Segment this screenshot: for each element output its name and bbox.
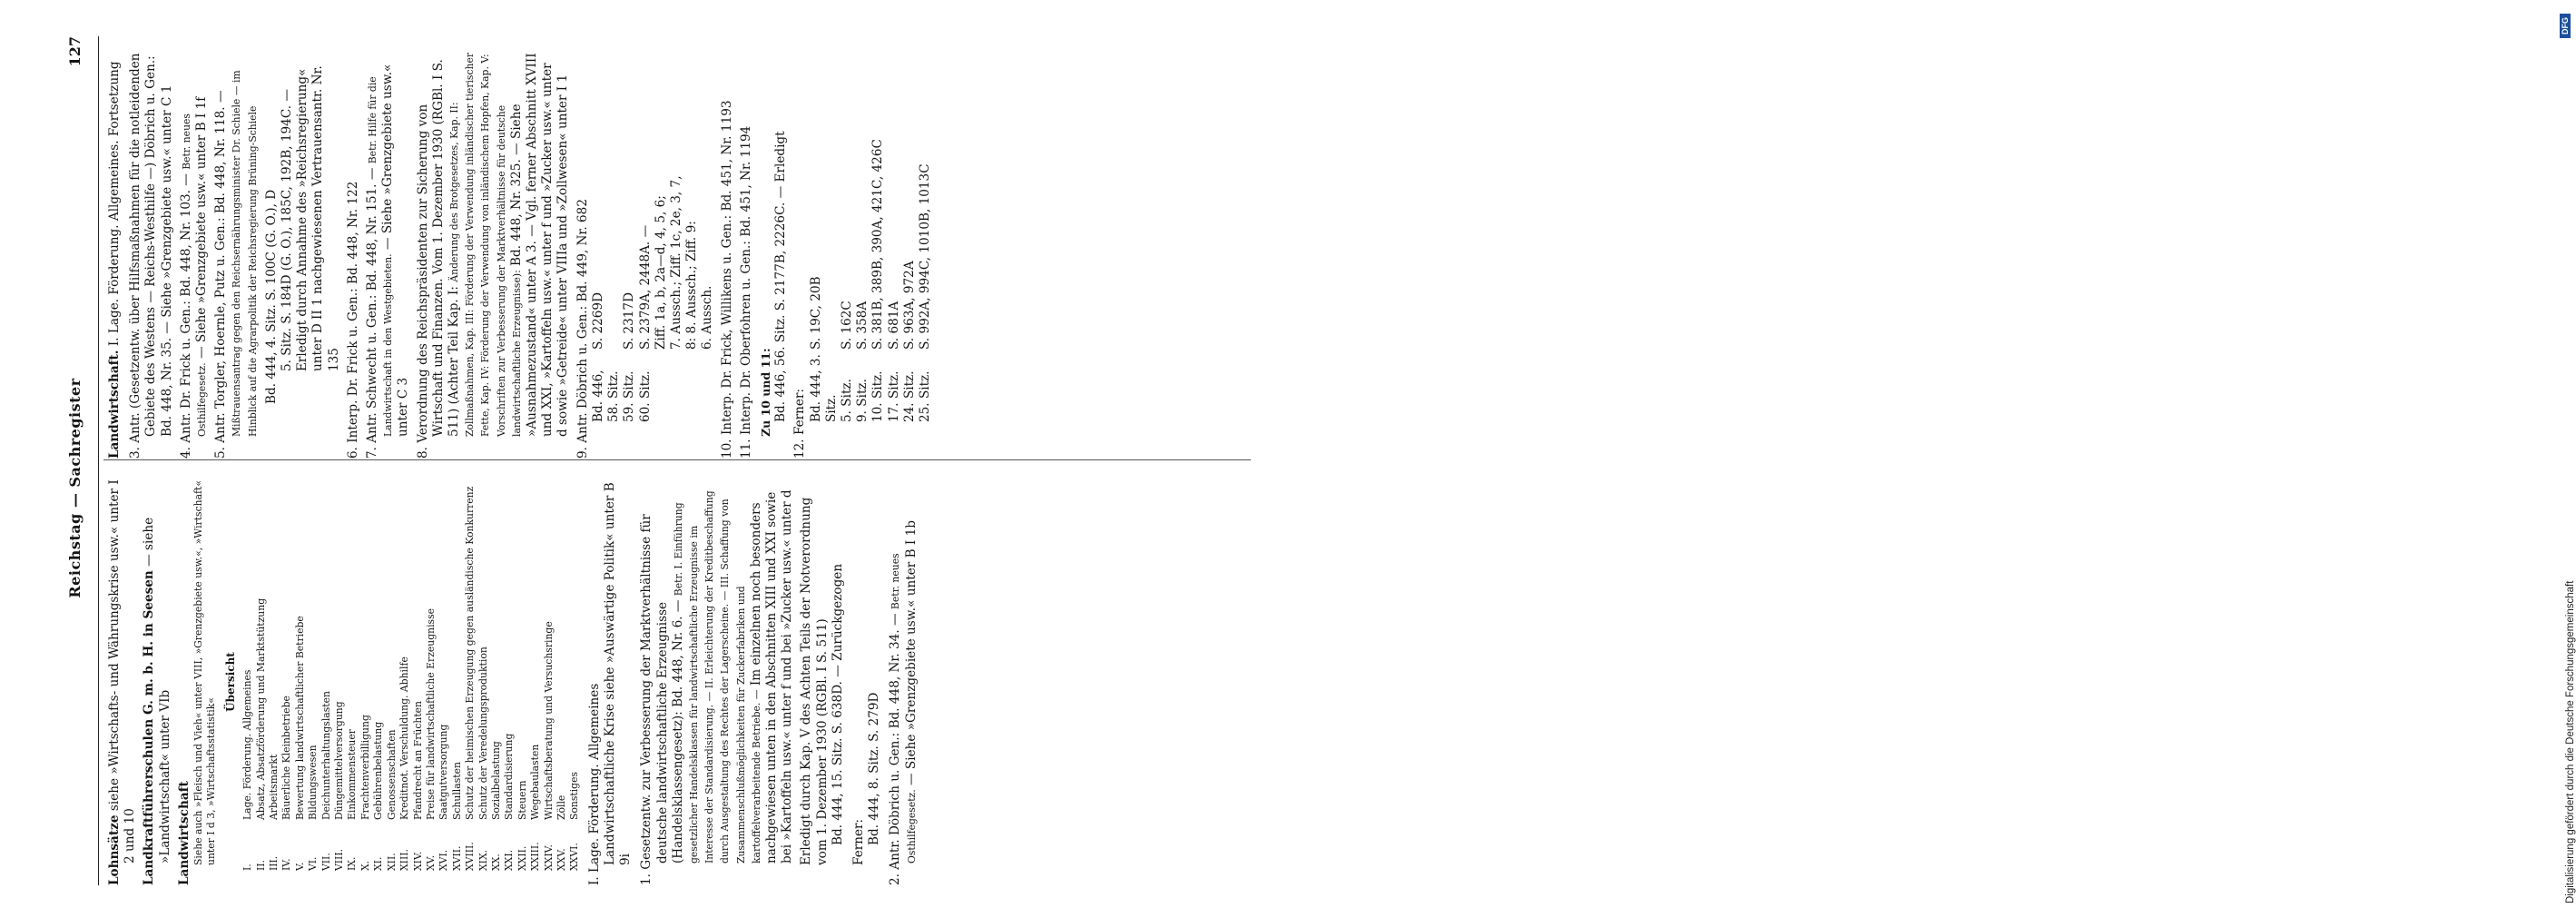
overview-item-title: Einkommensteuer: [346, 729, 359, 820]
overview-item-number: XXV.: [555, 848, 567, 871]
entry-keyword: Lohnsätze: [107, 814, 122, 885]
item-text: 2. Antr. Döbrich u. Gen.: Bd. 448, Nr. 34. —: [888, 613, 903, 885]
overview-item-title: Schullasten: [450, 762, 463, 820]
reference-session: 10. Sitz.: [870, 370, 886, 422]
running-title: Reichstag — Sachregister: [66, 378, 84, 598]
overview-item-title: Sozialbelastung: [489, 741, 502, 820]
item-text-tail: — Siehe »Grenzgebiete usw.« unter C 3: [380, 64, 411, 437]
entry-landwirtschaft: [177, 479, 218, 885]
overview-item-number: X.: [359, 860, 371, 871]
reference-session: [654, 350, 669, 422]
item-5: [213, 52, 261, 459]
item-9: 9. Antr. Döbrich u. Gen.: Bd. 449, Nr. 682: [575, 199, 590, 459]
item-3: 3. Antr. (Gesetzentw. über Hilfsmaßnahmen für die notleidenden Gebiete des Westens — Reichs-Westhilfe —) Döbrich u. Gen.: Bd. 448, Nr. 35. — Siehe »Grenzgebiete usw.« unter C 1: [128, 53, 174, 459]
reference-pages: S. 992A, 994C, 1010B, 1013C: [917, 163, 932, 350]
entry-text: I. Lage. Förderung. Allgemeines. Fortsetzung: [107, 61, 122, 347]
header-rule: [98, 36, 99, 885]
item-11: 11. Interp. Dr. Oberfohren u. Gen.: Bd. 451, Nr. 1194: [738, 125, 753, 459]
entry-keyword: Landwirtschaft.: [107, 350, 122, 459]
reference-pages: S. 963A, 972A: [901, 261, 917, 350]
item-1-reference: Bd. 444, 15. Sitz. S. 638D. — Zurückgezogen: [830, 563, 845, 845]
digitization-note: Digitalisierung gefördert durch die Deutsche Forschungsgemeinschaft: [2565, 580, 2576, 903]
item-10: 10. Interp. Dr. Frick, Willikens u. Gen.: Bd. 451, Nr. 1193: [719, 100, 734, 459]
column-divider: [103, 460, 1251, 461]
reference-pages: S. 19C, 20B: [808, 276, 823, 350]
overview-item-number: XXVI.: [568, 843, 581, 871]
overview-item-number: XV.: [424, 854, 437, 871]
overview-item-title: Gebührenbelastung: [372, 721, 385, 820]
overview-item-title: Saatgutversorgung: [438, 724, 450, 820]
entry-landkraftfuehrerschulen: [142, 479, 172, 885]
ferner-reference: Bd. 444, 8. Sitz. S. 279D: [867, 692, 882, 845]
overview-item-title: Schutz der heimischen Erzeugung gegen ausländische Konkurrenz: [464, 486, 477, 820]
reference-pages: 7. Aussch.; Ziff. 1c, 2e, 3, 7,: [668, 175, 683, 350]
item-12: 12. Ferner:: [792, 388, 808, 459]
overview-item-number: XX.: [489, 854, 502, 871]
dfg-logo: DFG: [2560, 14, 2571, 38]
overview-item-number: VII.: [320, 853, 332, 871]
overview-item-title: Steuern: [516, 780, 528, 820]
reference-pages: Ziff. 1a, b, 2a—d, 4, 5, 6;: [653, 195, 668, 350]
reference-pages: S. 162C: [839, 301, 854, 350]
zu-10-11-label: Zu 10 und 11:: [758, 348, 772, 437]
reference-session: [669, 350, 684, 422]
overview-item-number: XIX.: [477, 849, 489, 871]
reference-pages: S. 2269D: [590, 292, 605, 350]
entry-text: siehe »Wirtschafts- und Währungskrise usw.« unter I 2 und 10: [107, 479, 138, 864]
overview-item-number: IX.: [346, 856, 359, 871]
overview-item-title: Wegebaulasten: [529, 744, 542, 820]
overview-item-number: XII.: [385, 853, 398, 871]
entry-text: — siehe »Landwirtschaft« unter VIb: [142, 517, 172, 864]
overview-item-number: XI.: [372, 856, 385, 871]
overview-item-number: IV.: [280, 858, 293, 871]
entry-keyword: Landwirtschaft: [176, 781, 192, 885]
item-1-erledigt: Erledigt durch Kap. V des Achten Teils der Notverordnung vom 1. Dezember 1930 (RGBl. I S. 511): [799, 497, 830, 865]
overview-item-number: XIV.: [411, 851, 424, 871]
item-text: 8. Verordnung des Reichspräsidenten zur Sicherung von Wirtschaft und Finanzen. Vom 1. Dezember 1930 (RGBl. I S. 511) (Achter Teil Kap. I:: [415, 59, 462, 459]
item-text: 4. Antr. Dr. Frick u. Gen.: Bd. 448, Nr. 103. —: [178, 173, 193, 459]
item-text-tail: Im einzelnen noch besonders nachgewiesen unten in den Abschnitten XIII und XXI sowie bei »Kartoffeln usw.« unter f und bei »Zucker usw.« unter d: [748, 489, 795, 864]
overview-item-title: Schutz der Veredelungsproduktion: [477, 646, 489, 820]
overview-item-number: III.: [268, 855, 280, 871]
reference-session: [700, 350, 715, 422]
reference-session: Bd. 444, 3. Sitz.: [808, 354, 839, 422]
reference-session: 17. Sitz.: [886, 370, 901, 422]
overview-item-title: Bildungswesen: [307, 745, 320, 820]
page-header: [67, 36, 94, 885]
reference-session: 9. Sitz.: [855, 379, 870, 422]
reference-session: 59. Sitz.: [622, 370, 637, 422]
overview-item-title: Absatz, Absatzförderung und Marktstützung: [254, 597, 267, 820]
entry-lohnsaetze: [107, 479, 138, 885]
item-text: 1. Gesetzentw. zur Verbesserung der Marktverhältnisse für deutsche landwirtschaftliche Erzeugnisse (Handelsklassengesetz): Bd. 448, Nr. 6. —: [639, 514, 685, 885]
item-note: Betr. neues Osthilfegesetz.: [890, 553, 918, 864]
overview-item-title: Frachtenverbilligung: [359, 715, 371, 820]
item-5-ref-1: Bd. 444, 4. Sitz. S. 100C (G. O.), D: [263, 189, 279, 404]
overview-item-number: XXII.: [516, 845, 528, 871]
item-note: Mißtrauensantrag gegen den Reichsernährungsminister Dr. Schiele — im Hinblick auf die Agrarpolitik der Reichsregierung Brüning-Schiele: [231, 70, 259, 437]
item-2: [888, 479, 919, 885]
item-5-ref-2: 5. Sitz. S. 184D (G. O.), 185C, 192B, 194C. — Erledigt durch Annahme des »Reichsregierung« unter D II 1 nachgewiesenen Vertrauensantr. Nr. 135: [280, 65, 341, 371]
item-7: [365, 52, 412, 459]
overview-item-title: Genossenschaften: [385, 729, 398, 820]
overview-item-number: XVIII.: [464, 842, 477, 871]
item-12-references: [809, 52, 934, 459]
scanned-page: [67, 36, 1256, 885]
overview-item-title: Zölle: [555, 794, 567, 820]
overview-item-title: Arbeitsmarkt: [268, 754, 280, 820]
digitization-sidebar: [1271, 0, 2576, 908]
right-column: [107, 52, 933, 459]
item-text-tail: — Siehe »Grenzgebiete usw.« unter B I 1b: [903, 520, 919, 785]
reference-session: 5. Sitz.: [839, 379, 854, 422]
left-column: [107, 479, 923, 885]
reference-pages: S. 358A: [855, 301, 870, 350]
reference-session: Bd. 446, 58. Sitz.: [590, 370, 622, 422]
overview-title: Übersicht: [224, 652, 238, 712]
overview-item-title: Deichunterhaltungslasten: [320, 691, 332, 820]
overview-item-title: Bewertung landwirtschaftlicher Betriebe: [293, 616, 306, 820]
reference-pages: S. 2379A, 2448A. —: [637, 224, 653, 350]
item-text-tail: Bd. 448, Nr. 325. — Siehe »Ausnahmezustand« unter A 3. — Vgl. ferner Abschnitt XVIII und XXI, »Kartoffeln usw.« unter f und »Zucker usw.« unter d sowie »Getreide« unter VIIIa und »Zollwesen« unter I 1: [508, 53, 571, 437]
item-1: [639, 479, 795, 885]
overview-item-number: XXIII.: [529, 842, 542, 871]
section-heading: I. Lage. Förderung. Allgemeines: [586, 683, 602, 885]
overview-item-title: Pfandrecht an Früchten: [411, 701, 424, 820]
item-note: Betr. I. Einführung gesetzlicher Handelsklassen für landwirtschaftliche Erzeugnisse im Interesse der Standardisierung. — II. Erleichterung der Kreditbeschaffung durch Ausgestaltung des Rechtes der Lagerscheine. — III. Schaffung von Zusammenschlußmöglichkeiten für Zuckerfabriken und kartoffelverarbeitende Betriebe. —: [672, 490, 762, 864]
overview-item-number: XXI.: [503, 849, 516, 871]
reference-pages: S. 381B, 389B, 390A, 421C, 426C: [870, 139, 886, 350]
reference-pages: 6. Aussch.: [700, 285, 715, 350]
item-text: 7. Antr. Schwecht u. Gen.: Bd. 448, Nr. 151. —: [365, 167, 380, 459]
reference-pages: S. 2317D: [622, 292, 637, 350]
overview-item-title: Preise für landwirtschaftliche Erzeugnisse: [424, 607, 437, 820]
overview-item-number: XVII.: [450, 845, 463, 871]
item-text: 5. Antr. Torgler, Hoernle, Putz u. Gen.: Bd. 448, Nr. 118. —: [213, 90, 229, 459]
overview-item-number: I.: [241, 864, 254, 871]
overview-item-number: VI.: [307, 856, 320, 871]
entry-see-also: Siehe auch »Fleisch und Vieh« unter VIII, »Grenzgebiete usw.«, »Wirtschaft« unter I d 3, »Wirtschaftsstatistik«: [192, 480, 218, 865]
reference-pages: S. 681A: [886, 301, 901, 350]
item-note: Betr. Hilfe für die Landwirtschaft in den Westgebieten.: [367, 76, 395, 437]
overview-item-number: XXIV.: [542, 844, 555, 871]
overview-item-title: Sonstiges: [568, 771, 581, 820]
item-6: 6. Interp. Dr. Frick u. Gen.: Bd. 448, Nr. 122: [345, 181, 360, 459]
item-note: Betr. neues Osthilfegesetz.: [180, 114, 209, 437]
overview-item-title: Lage. Förderung. Allgemeines: [241, 669, 254, 820]
overview-list: [241, 479, 582, 885]
overview-item-title: Wirtschaftsberatung und Versuchsringe: [542, 621, 555, 820]
overview-item-number: VIII.: [333, 848, 346, 871]
overview-item-title: Bäuerliche Kleinbetriebe: [280, 696, 293, 820]
reference-session: 24. Sitz.: [901, 370, 917, 422]
overview-item-number: XVI.: [438, 849, 450, 871]
reference-session: 60. Sitz.: [637, 370, 653, 422]
page-number: 127: [66, 36, 84, 67]
reference-session: 25. Sitz.: [917, 370, 932, 422]
overview-item-title: Kreditnot. Verschuldung. Abhilfe: [398, 656, 411, 820]
ferner-label: Ferner:: [851, 818, 867, 865]
section-subheading: Landwirtschaftliche Krise siehe »Auswärtige Politik« unter B 9i: [602, 482, 634, 865]
item-8: [416, 52, 572, 459]
overview-item-title: Standardisierung: [503, 733, 516, 820]
section-I: [587, 479, 634, 885]
zu-10-11-reference: Bd. 446, 56. Sitz. S. 2177B, 2226C. — Erledigt: [773, 131, 789, 422]
continuation-heading: [107, 52, 123, 459]
overview-item-number: II.: [254, 860, 267, 871]
reference-session: [684, 350, 700, 422]
item-4: [179, 52, 210, 459]
overview-item-number: XIII.: [398, 849, 411, 871]
overview-item-number: V.: [293, 862, 306, 871]
item-9-references: [591, 52, 716, 459]
item-note: Änderung des Brotgesetzes, Kap. II: Zollmaßnahmen, Kap. III: Förderung der Verwendung inländischer tierischer Fette, Kap. IV: Förderung der Verwendung von inländischem Hopfen, Kap. V: Vorschriften zur Verbesserung der Marktverhältnisse für deutsche landwirtschaftliche Erzeugnisse):: [448, 52, 523, 437]
reference-pages: 8: 8. Aussch.; Ziff. 9:: [684, 221, 700, 350]
entry-keyword: Landkraftführerschulen G. m. b. H. in Seesen: [142, 570, 157, 885]
item-text-tail: — Siehe »Grenzgebiete usw.« unter B I 1f: [194, 96, 210, 359]
overview-item-title: Düngemittelversorgung: [333, 701, 346, 820]
